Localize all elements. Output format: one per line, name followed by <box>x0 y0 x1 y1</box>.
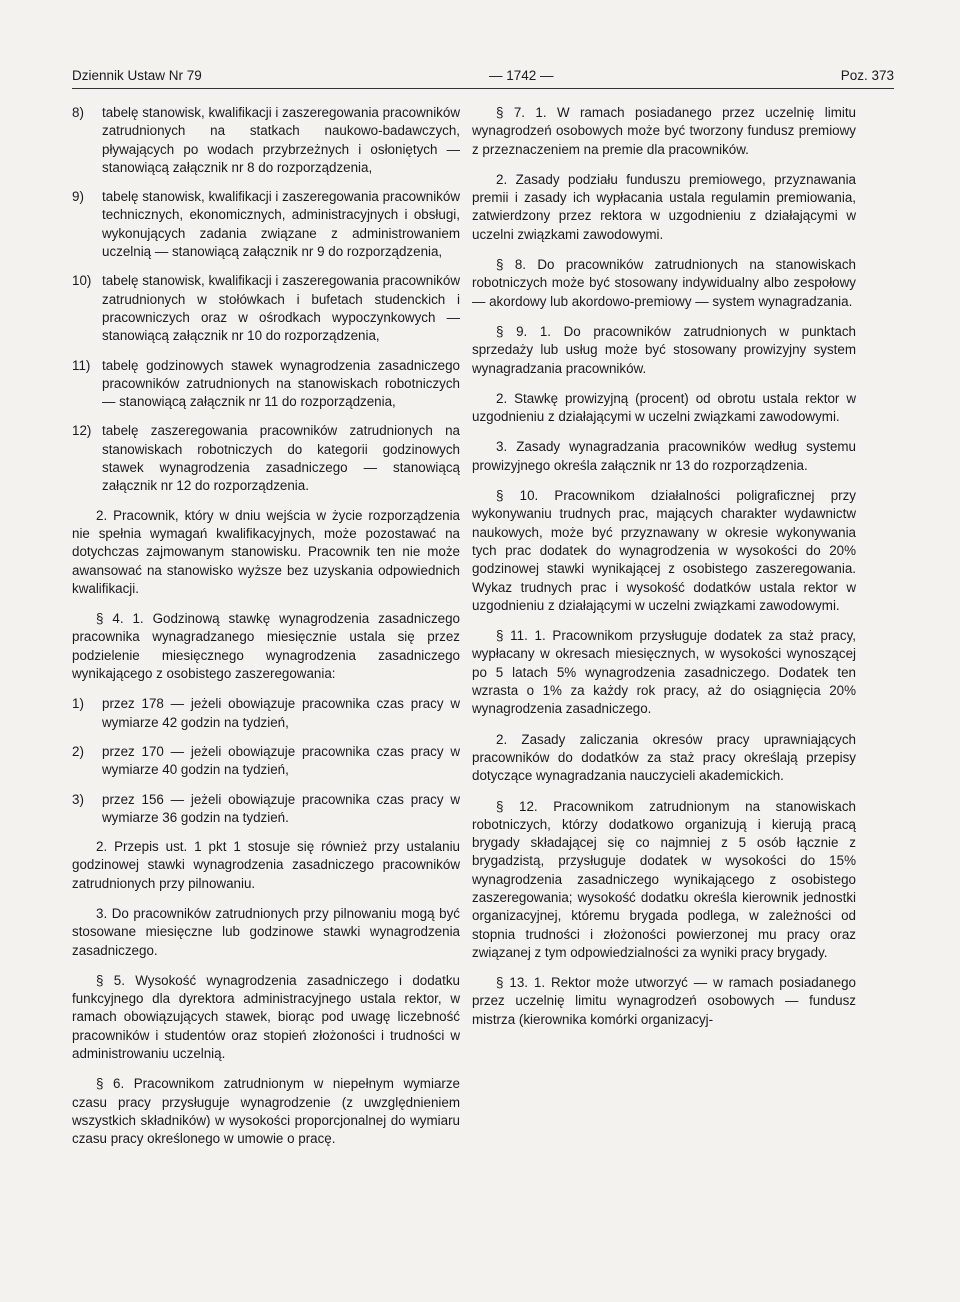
paragraph-section-13-1: § 13. 1. Rektor może utworzyć — w ramach posiadanego przez uczelnię limitu wynagrodzeń osobowych — fundusz mistrza (kierownika komórki organizacyj- <box>472 975 856 1027</box>
paragraph: 2. Pracownik, który w dniu wejścia w życie rozporządzenia nie spełnia wymagań kwalifikacyjnych, może pozostawać na dotychczas zajmowanym stanowisku. Pracownik ten nie może awansować na stanowisko wyższe bez uzyskania odpowiednich kwalifikacji. <box>72 507 460 596</box>
item-text: przez 156 — jeżeli obowiązuje pracownika czas pracy w wymiarze 36 godzin na tydzień. <box>102 791 460 825</box>
item-number: 10) <box>72 273 92 289</box>
list-item <box>72 743 460 780</box>
list-item <box>72 422 460 495</box>
paragraph-section-11-1: § 11. 1. Pracownikom przysługuje dodatek za staż pracy, wypłacany w okresach miesięcznych, w wysokości wynoszącej po 5 latach 5% wynagrodzenia zasadniczego. Dodatek ten wzrasta o 1% za każdy rok pracy, aż do osiągnięcia 20% wynagrodzenia zasadniczego. <box>472 628 856 717</box>
left-column <box>72 104 460 1161</box>
paragraph-section-7-1: § 7. 1. W ramach posiadanego przez uczelnię limitu wynagrodzeń osobowych może być tworzony fundusz premiowy z przeznaczeniem na premie dla pracowników. <box>472 105 856 157</box>
list-item <box>72 104 460 177</box>
item-number: 3) <box>72 791 84 807</box>
paragraph: 3. Do pracowników zatrudnionych przy pilnowaniu mogą być stosowane miesięczne lub godzinowe stawki wynagrodzenia zasadniczego. <box>72 905 460 958</box>
list-item <box>72 791 460 828</box>
paragraph: 2. Zasady podziału funduszu premiowego, przyznawania premii i zasady ich wypłacania ustala regulamin premiowania, zatwierdzony przez rektora w uzgodnieniu z działającymi w uczelni związkami zawodowymi. <box>472 171 856 242</box>
list-item <box>72 357 460 412</box>
paragraph-section-8: § 8. Do pracowników zatrudnionych na stanowiskach robotniczych może być stosowany indywidualny albo zespołowy — akordowy lub akordowo-premiowy — system wynagradzania. <box>472 257 856 309</box>
item-text: przez 178 — jeżeli obowiązuje pracownika czas pracy w wymiarze 42 godzin na tydzień, <box>102 696 460 730</box>
item-text: tabelę stanowisk, kwalifikacji i zaszeregowania pracowników technicznych, ekonomicznych, administracyjnych i obsługi, wykonujących zadania związane z administrowaniem uczelnią — stanowiącą załącznik nr 9 do rozporządzenia, <box>102 189 460 260</box>
item-number: 12) <box>72 423 92 439</box>
paragraph-section-12: § 12. Pracownikom zatrudnionym na stanowiskach robotniczych, którzy dodatkowo organizują i kierują pracą brygady składającej się co najmniej z 5 osób łącznie z brygadzistą, przysługuje dodatek w wysokości do 15% wynagrodzenia zasadniczego wynikającego z osobistego zaszeregowania; wysokość dodatku określa kierownik jednostki organizacyjnej, któremu brygada podlega, w zależności od stopnia trudności i złożoności powierzonej mu pracy oraz związanej z tym odpowiedzialności za wyniki pracy brygady. <box>472 798 856 960</box>
paragraph-section-9-1: § 9. 1. Do pracowników zatrudnionych w punktach sprzedaży lub usług może być stosowany prowizyjny system wynagradzania pracowników. <box>472 323 856 376</box>
item-text: tabelę stanowisk, kwalifikacji i zaszeregowania pracowników zatrudnionych na statkach naukowo-badawczych, pływających po wodach przybrzeżnych i osłoniętych — stanowiącą załącznik nr 8 do rozporządzenia, <box>102 105 460 175</box>
right-column <box>472 104 856 1041</box>
item-text: tabelę zaszeregowania pracowników zatrudnionych na stanowiskach robotniczych do kategorii godzinowych stawek wynagrodzenia zasadniczego — stanowiącą załącznik nr 12 do rozporządzenia. <box>102 423 460 494</box>
list-item <box>72 188 460 261</box>
paragraph-section-5: § 5. Wysokość wynagrodzenia zasadniczego i dodatku funkcyjnego dla dyrektora administracyjnego ustala rektor, w ramach obowiązujących stawek, biorąc pod uwagę liczebność pracowników i studentów oraz stopień złożoności i trudności w administrowaniu uczelnią. <box>72 972 460 1062</box>
paragraph-section-4-1: § 4. 1. Godzinową stawkę wynagrodzenia zasadniczego pracownika wynagradzanego miesięcznie ustala się przez podzielenie miesięcznego wynagrodzenia zasadniczego wynikającego z osobistego zaszeregowania: <box>72 611 460 682</box>
header-divider <box>72 88 894 89</box>
paragraph: 2. Zasady zaliczania okresów pracy uprawniających pracowników do dodatków za staż pracy określają przepisy dotyczące wynagradzania nauczycieli akademickich. <box>472 731 856 784</box>
list-item <box>72 695 460 732</box>
item-number: 8) <box>72 105 84 120</box>
paragraph: 2. Przepis ust. 1 pkt 1 stosuje się również przy ustalaniu godzinowej stawki wynagrodzenia zasadniczego pracowników zatrudnionych przy pilnowaniu. <box>72 839 460 891</box>
position-number: Poz. 373 <box>840 67 894 83</box>
paragraph: 2. Stawkę prowizyjną (procent) od obrotu ustala rektor w uzgodnieniu z działającymi w uczelni związkami zawodowymi. <box>472 390 856 425</box>
item-text: przez 170 — jeżeli obowiązuje pracownika czas pracy w wymiarze 40 godzin na tydzień, <box>102 743 460 778</box>
list-item <box>72 272 460 345</box>
paragraph: 3. Zasady wynagradzania pracowników według systemu prowizyjnego określa załącznik nr 13 do rozporządzenia. <box>472 439 856 473</box>
paragraph-section-10: § 10. Pracownikom działalności poligraficznej przy wykonywaniu trudnych prac, mających charakter wydawnictw naukowych, może być przyznawany w okresie wykonywania tych prac dodatek do wynagrodzenia w wysokości do 20% godzinowej stawki wynikającej z osobistego zaszeregowania. Wykaz trudnych prac i wysokość dodatków ustala rektor w uzgodnieniu z działającymi w uczelni związkami zawodowymi. <box>472 488 856 613</box>
item-text: tabelę godzinowych stawek wynagrodzenia zasadniczego pracowników zatrudnionych na stanowiskach robotniczych — stanowiącą załącznik nr 11 do rozporządzenia, <box>102 357 460 410</box>
item-number: 11) <box>72 357 91 373</box>
item-text: tabelę stanowisk, kwalifikacji i zaszeregowania pracowników zatrudnionych w stołówkach i bufetach studenckich i pracowniczych oraz w ośrodkach wypoczynkowych — stanowiącą załącznik nr 10 do rozporządzenia, <box>102 273 460 344</box>
item-number: 1) <box>72 696 84 712</box>
item-number: 2) <box>72 743 84 759</box>
paragraph-section-6: § 6. Pracownikom zatrudnionym w niepełnym wymiarze czasu pracy przysługuje wynagrodzenie (z uwzględnieniem wszystkich składników) w wysokości proporcjonalnej do wymiaru czasu pracy określonego w umowie o pracę. <box>72 1076 460 1147</box>
page-header <box>72 64 894 86</box>
journal-title: Dziennik Ustaw Nr 79 <box>72 67 202 83</box>
item-number: 9) <box>72 189 84 205</box>
page-number: — 1742 — <box>488 67 554 83</box>
